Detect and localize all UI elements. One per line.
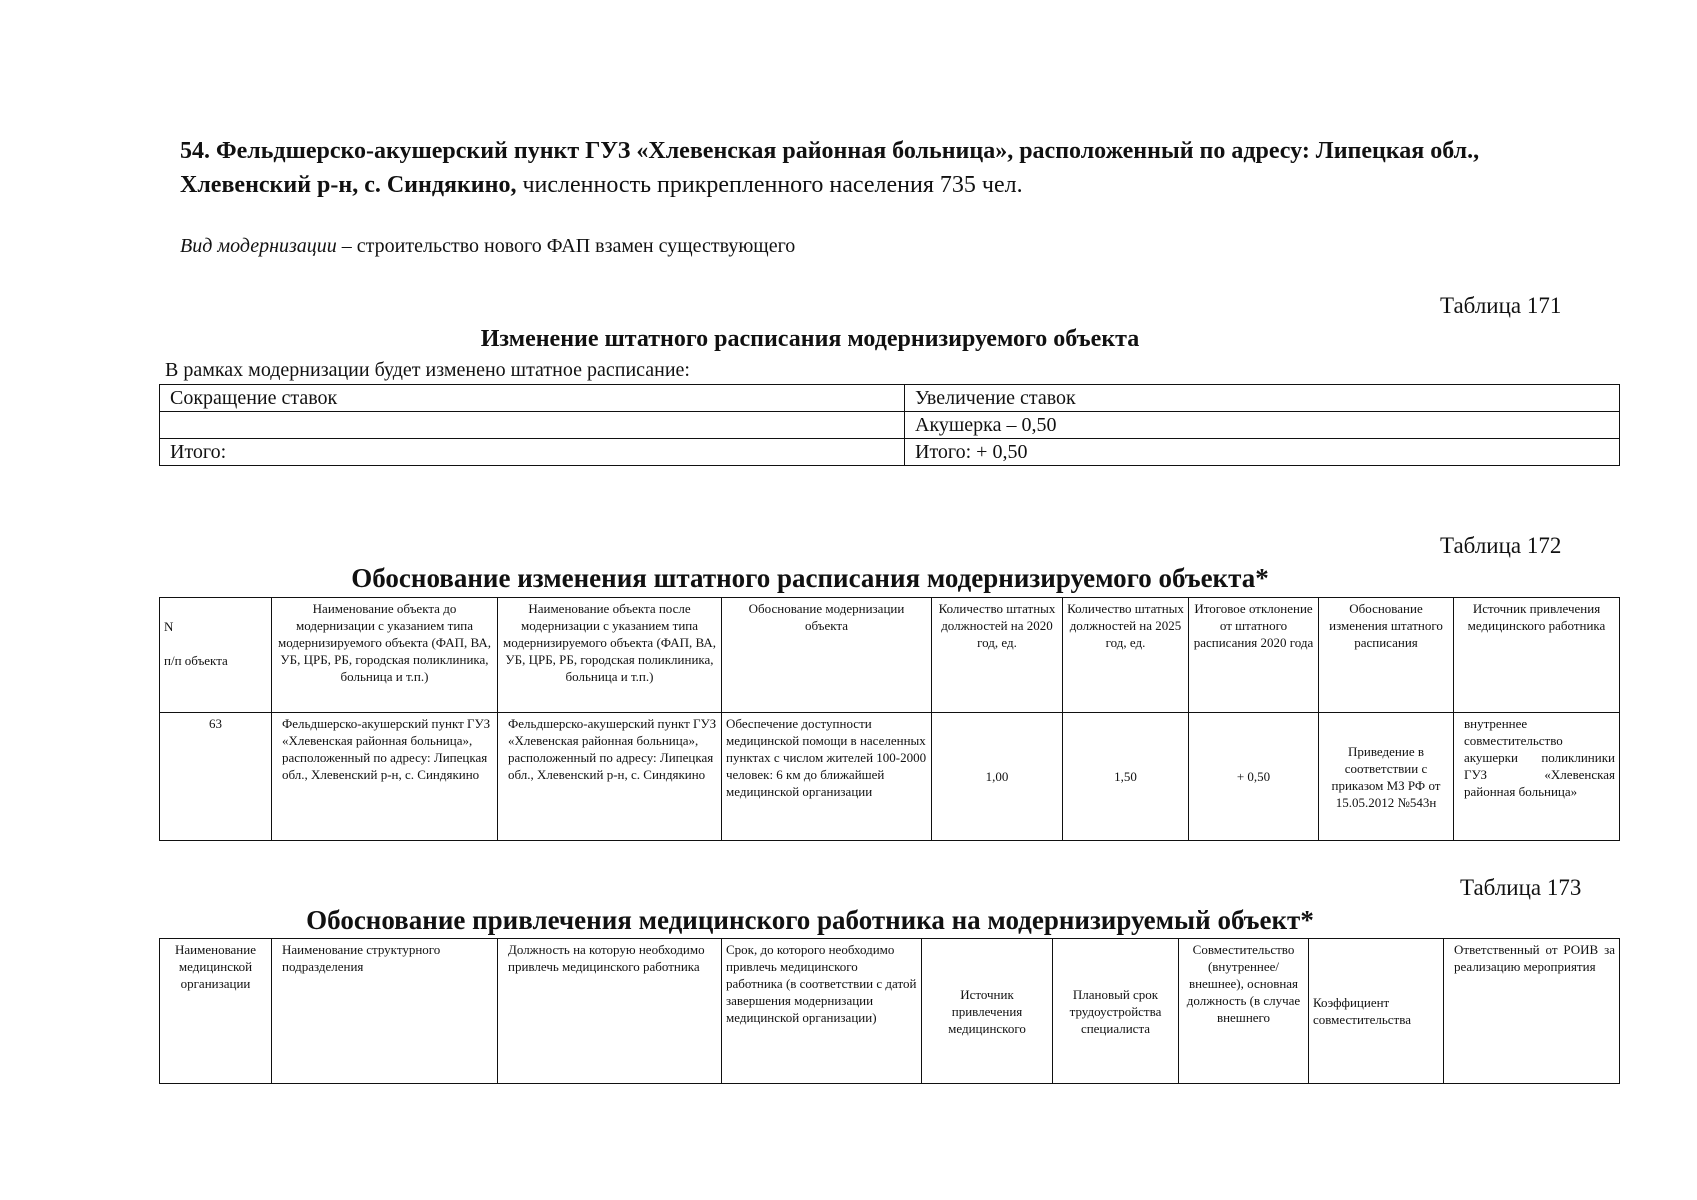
header-before: Наименование объекта до модернизации с указанием типа модернизируемого объекта (ФАП, ВА, УБ, ЦРБ, РБ, городская поликлиника, больница и т.п.) bbox=[272, 598, 498, 713]
header-after: Наименование объекта после модернизации с указанием типа модернизируемого объекта (ФАП, ВА, УБ, ЦРБ, РБ, городская поликлиника, больница и т.п.) bbox=[498, 598, 722, 713]
row-justification: Обеспечение доступности медицинской помощи в населенных пунктах с числом жителей 100-2000 человек: 6 км до ближайшей медицинской организации bbox=[722, 713, 932, 841]
section-heading bbox=[180, 134, 1530, 202]
table-row bbox=[160, 713, 1620, 841]
table-row bbox=[160, 385, 1620, 412]
header-count-2025: Количество штатных должностей на 2025 год, ед. bbox=[1063, 598, 1189, 713]
table-cell: Итого: + 0,50 bbox=[905, 439, 1620, 466]
table-cell: Итого: bbox=[160, 439, 905, 466]
table-row bbox=[160, 439, 1620, 466]
modernization-type bbox=[180, 232, 795, 260]
modernization-label: Вид модернизации bbox=[180, 235, 337, 257]
row-number: 63 bbox=[160, 713, 272, 841]
modernization-text: – строительство нового ФАП взамен существующего bbox=[336, 235, 796, 257]
header-employment: Плановый срок трудоустройства специалиста bbox=[1053, 939, 1179, 1084]
header-deviation: Итоговое отклонение от штатного расписания 2020 года bbox=[1189, 598, 1319, 713]
header-count-2020: Количество штатных должностей на 2020 год, ед. bbox=[932, 598, 1063, 713]
table-cell bbox=[160, 412, 905, 439]
header-basis: Обоснование изменения штатного расписания bbox=[1319, 598, 1454, 713]
table-171-intro: В рамках модернизации будет изменено штатное расписание: bbox=[165, 359, 690, 381]
table-173-title: Обоснование привлечения медицинского работника на модернизируемый объект* bbox=[306, 905, 1314, 935]
header-number-bottom: п/п объекта bbox=[164, 653, 228, 668]
header-org: Наименование медицинской организации bbox=[160, 939, 272, 1084]
header-source: Источник привлечения медицинского работника bbox=[1454, 598, 1620, 713]
table-header-row bbox=[160, 939, 1620, 1084]
heading-bold: 54. Фельдшерско-акушерский пункт ГУЗ «Хлевенская районная больница», расположенный по адресу: Липецкая обл., Хлевенский р-н, с. Синдякино, bbox=[180, 138, 1480, 198]
row-deviation: + 0,50 bbox=[1189, 713, 1319, 841]
table-cell: Акушерка – 0,50 bbox=[905, 412, 1620, 439]
table-row bbox=[160, 412, 1620, 439]
header-justification: Обоснование модернизации объекта bbox=[722, 598, 932, 713]
header-position: Должность на которую необходимо привлечь медицинского работника bbox=[498, 939, 722, 1084]
table-172-label: Таблица 172 bbox=[1440, 533, 1562, 558]
table-cell: Увеличение ставок bbox=[905, 385, 1620, 412]
staffing-change-table bbox=[159, 384, 1620, 466]
header-coefficient: Коэффициент совместительства bbox=[1309, 939, 1444, 1084]
header-number-top: N bbox=[164, 619, 174, 634]
row-basis: Приведение в соответствии с приказом МЗ РФ от 15.05.2012 №543н bbox=[1319, 713, 1454, 841]
row-after: Фельдшерско-акушерский пункт ГУЗ «Хлевенская районная больница», расположенный по адресу: Липецкая обл., Хлевенский р-н, с. Синдякино bbox=[498, 713, 722, 841]
row-count-2020: 1,00 bbox=[932, 713, 1063, 841]
heading-population: численность прикрепленного населения 735 чел. bbox=[516, 172, 1023, 198]
row-source: внутреннее совместительство акушерки поликлиники ГУЗ «Хлевенская районная больница» bbox=[1454, 713, 1620, 841]
header-responsible: Ответственный от РОИВ за реализацию мероприятия bbox=[1444, 939, 1620, 1084]
table-header-row bbox=[160, 598, 1620, 713]
table-171-label: Таблица 171 bbox=[1440, 293, 1562, 318]
table-cell: Сокращение ставок bbox=[160, 385, 905, 412]
header-source: Источник привлечения медицинского bbox=[922, 939, 1053, 1084]
table-171-title: Изменение штатного расписания модернизируемого объекта bbox=[480, 326, 1140, 352]
staffing-justification-table bbox=[159, 597, 1620, 841]
row-count-2025: 1,50 bbox=[1063, 713, 1189, 841]
row-before: Фельдшерско-акушерский пункт ГУЗ «Хлевенская районная больница», расположенный по адресу: Липецкая обл., Хлевенский р-н, с. Синдякино bbox=[272, 713, 498, 841]
header-deadline: Срок, до которого необходимо привлечь медицинского работника (в соответствии с датой завершения модернизации медицинской организации) bbox=[722, 939, 922, 1084]
table-172-title: Обоснование изменения штатного расписания модернизируемого объекта* bbox=[351, 563, 1269, 593]
header-combination: Совместительство (внутреннее/внешнее), основная должность (в случае внешнего bbox=[1179, 939, 1309, 1084]
worker-attraction-table bbox=[159, 938, 1620, 1084]
table-173-label: Таблица 173 bbox=[1460, 875, 1582, 900]
header-number bbox=[160, 598, 272, 713]
header-division: Наименование структурного подразделения bbox=[272, 939, 498, 1084]
